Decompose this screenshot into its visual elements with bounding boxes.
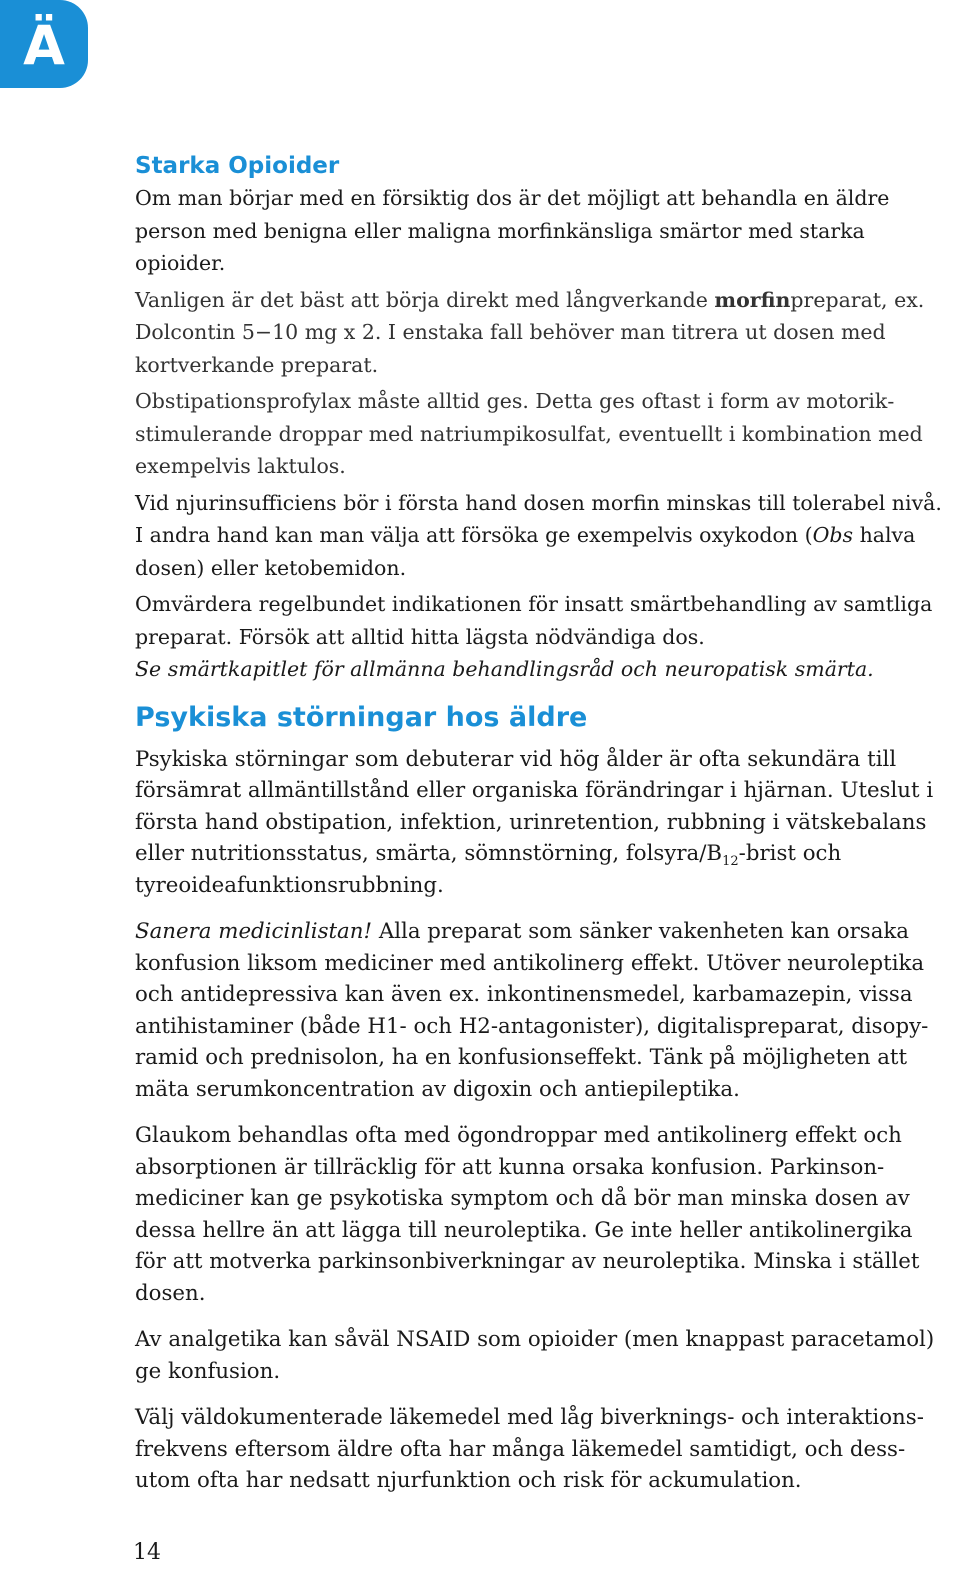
paragraph: Om man börjar med en försiktig dos är det möjligt att behandla en äldre person med benigna eller maligna morfinkänsliga smärtor med starka opioider. xyxy=(135,186,890,275)
paragraph: Vanligen är det bäst att börja direkt med långverkande morfinpreparat, ex. Dolcontin 5−10 mg x 2. I enstaka fall behöver man titrera ut dosen med kortverkande preparat. xyxy=(135,287,925,377)
paragraph: Vid njurinsufficiens bör i första hand dosen morfin minskas till tolerabel nivå. I andra hand kan man välja att försöka ge exempelvis oxykodon (Obs halva dosen) eller ketobemidon. xyxy=(135,490,942,580)
paragraph: Välj väldokumenterade läkemedel med låg biverknings- och interaktionsfrekvens eftersom äldre ofta har många läkemedel samtidigt, och dessutom ofta har nedsatt njurfunktion och risk för ackumulation. xyxy=(135,1405,924,1493)
paragraph: Obstipationsprofylax måste alltid ges. Detta ges oftast i form av motorikstimulerande droppar med natriumpikosulfat, eventuellt i kombination med exempelvis laktulos. xyxy=(135,389,923,478)
paragraph-reference: Se smärtkapitlet för allmänna behandlingsråd och neuropatisk smärta. xyxy=(135,657,874,681)
paragraph: Sanera medicinlistan! Alla preparat som sänker vakenheten kan orsaka konfusion liksom mediciner med antikolinerg effekt. Utöver neuroleptika och antidepressiva kan även ex. inkontinensmedel, karbamazepin, vissa antihistaminer (både H1- och H2-antagonister), digitalispreparat, disopyramid och prednisolon, ha en konfusionseffekt. Tänk på möjligheten att mäta serumkoncentration av digoxin och antiepileptika. xyxy=(135,919,929,1102)
paragraph: Av analgetika kan såväl NSAID som opioider (men knappast paracetamol) ge konfusion. xyxy=(135,1327,935,1384)
page-number: 14 xyxy=(133,1540,161,1565)
section-badge-icon xyxy=(0,0,88,88)
heading-starka-opioider: Starka Opioider xyxy=(135,153,340,179)
paragraph: Omvärdera regelbundet indikationen för insatt smärtbehandling av samtliga preparat. Försök att alltid hitta lägsta nödvändiga dos. xyxy=(135,592,933,649)
page-content xyxy=(135,150,950,1512)
paragraph: Psykiska störningar som debuterar vid hög ålder är ofta sekundära till försämrat allmäntillstånd eller organiska förändringar i hjärnan. Uteslut i första hand obstipation, infektion, urinretention, rubbning i vätskebalans eller nutritionsstatus, smärta, sömnstörning, folsyra/$B_{12}$-brist och tyreoideafunktionsrubbning. xyxy=(135,746,934,898)
heading-psykiska-storningar: Psykiska störningar hos äldre xyxy=(135,701,588,733)
paragraph: Glaukom behandlas ofta med ögondroppar med antikolinerg effekt och absorptionen är tillräcklig för att kunna orsaka konfusion. Parkinsonmediciner kan ge psykotiska symptom och då bör man minska dosen av dessa hellre än att lägga till neuroleptika. Ge inte heller antikolinergika för att motverka parkinsonbiverkningar av neuroleptika. Minska i stället dosen. xyxy=(135,1123,920,1306)
badge-letter: Ä xyxy=(23,14,65,77)
